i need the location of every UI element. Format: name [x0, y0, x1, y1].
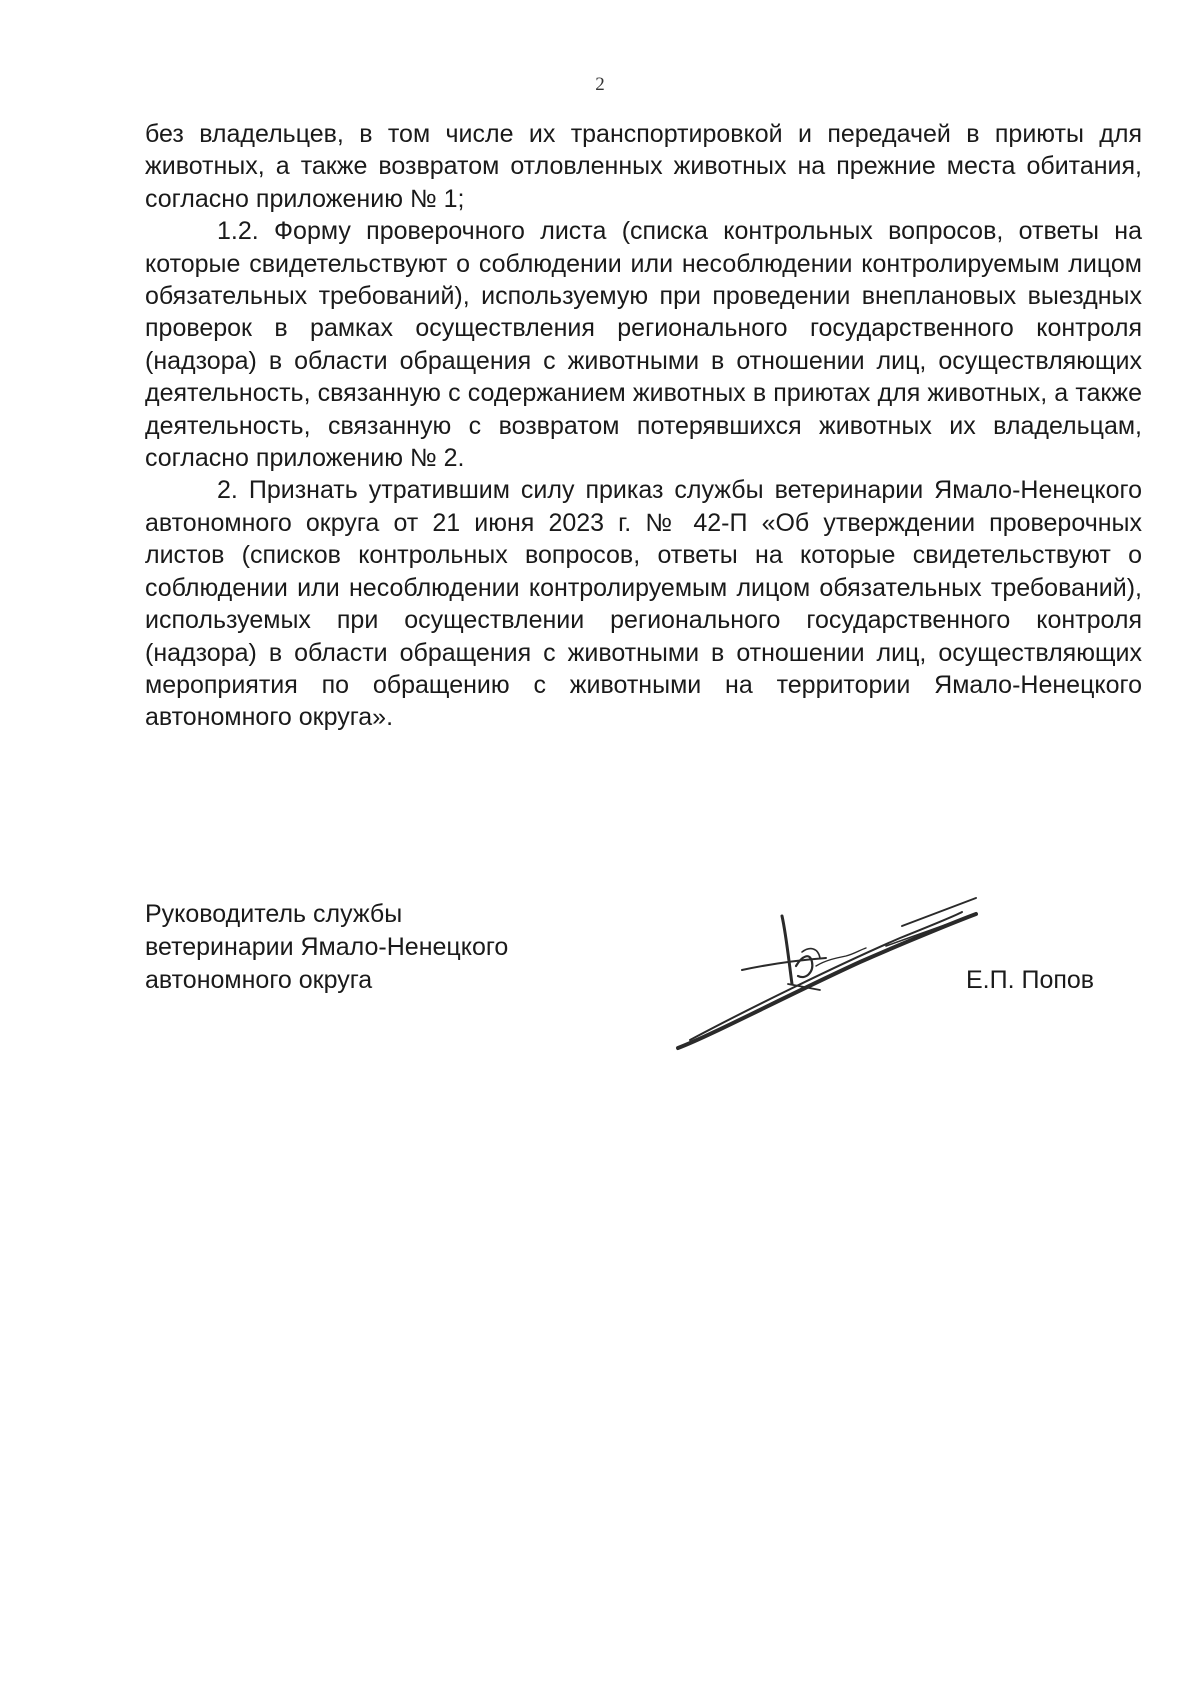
signatory-position: [145, 898, 575, 997]
document-body: [145, 118, 1142, 734]
paragraph-item-1-2: 1.2. Форму проверочного листа (списка контрольных вопросов, ответы на которые свидетельствуют о соблюдении или несоблюдении контролируемым лицом обязательных требований), используемую при проведении внеплановых выездных проверок в рамках осуществления регионального государственного контроля (надзора) в области обращения с животными в отношении лиц, осуществляющих деятельность, связанную с содержанием животных в приютах для животных, а также деятельность, связанную с возвратом потерявшихся животных их владельцам, согласно приложению № 2.: [145, 217, 1142, 473]
page-number: 2: [595, 74, 605, 95]
paragraph-item-2: 2. Признать утратившим силу приказ службы ветеринарии Ямало-Ненецкого автономного округа от 21 июня 2023 г. № 42-П «Об утверждении проверочных листов (списков контрольных вопросов, ответы на которые свидетельствуют о соблюдении или несоблюдении контролируемым лицом обязательных требований), используемых при осуществлении регионального государственного контроля (надзора) в области обращения с животными в отношении лиц, осуществляющих мероприятия по обращению с животными на территории Ямало-Ненецкого автономного округа».: [145, 476, 1142, 732]
signatory-position-line: ветеринарии Ямало-Ненецкого: [145, 933, 509, 961]
signatory-name: Е.П. Попов: [966, 966, 1095, 994]
signatory-position-line: Руководитель службы: [145, 900, 403, 928]
paragraph-continuation: без владельцев, в том числе их транспортировкой и передачей в приюты для животных, а также возвратом отловленных животных на прежние места обитания, согласно приложению № 1;: [145, 120, 1142, 213]
handwritten-signature: [670, 876, 990, 1056]
signatory-position-line: автономного округа: [145, 966, 373, 994]
